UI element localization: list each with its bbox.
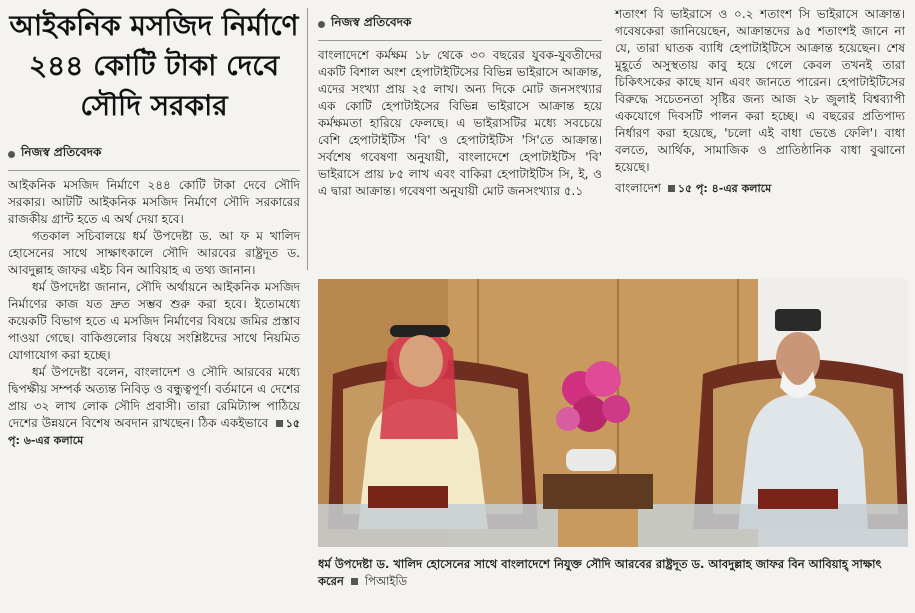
headline-line-3: সৌদি সরকার	[80, 89, 228, 122]
paragraph: শতাংশ বি ভাইরাসে ও ০.২ শতাংশ সি ভাইরাসে আক্রান্ত। গবেষকেরা জানিয়েছেন, আক্রান্তদের ৯৫ শতাংশই জানে না যে, তারা ঘাতক ব্যাধি হেপাটাইটিসে আক্রান্ত হয়েছেন। শেষ মুহূর্তে অসুস্থতায় কাবু হয়ে গেলে কেবল তখনই তারা চিকিৎসকের কাছে যান এবং জানতে পারেন। হেপাটাইটিসের বিরুদ্ধে সচেতনতা সৃষ্টির জন্য আজ ২৮ জুলাই বিশ্বব্যাপী একযোগে দিবসটি পালন করা হচ্ছে। এ বছরের প্রতিপাদ্য নির্ধারণ করা হয়েছে, 'চলো এই বাধা ভেঙে ফেলি'। বাধা বলতে, আর্থিক, সামাজিক ও প্রাতিষ্ঠানিক বাধা বুঝানো হয়েছে।	[615, 7, 905, 174]
meeting-photo-illustration	[318, 279, 908, 547]
jump-prefix: বাংলাদেশ	[615, 181, 661, 195]
continuation-note	[665, 182, 771, 195]
paragraph: আইকনিক মসজিদ নির্মাণে ২৪৪ কোটি টাকা দেবে সৌদি সরকার। আটটি আইকনিক মসজিদ নির্মাণে সৌদি সরকারের রাজকীয় গ্রান্ট হতে এ অর্থ দেয়া হবে।	[8, 178, 300, 226]
bullet-icon	[318, 21, 325, 28]
right-article	[615, 6, 905, 197]
byline	[8, 144, 300, 164]
jump-text: ১৫ পৃ: ৬-এর কলামে	[8, 417, 300, 447]
byline	[318, 14, 602, 34]
square-icon	[276, 420, 283, 427]
continuation-line	[615, 180, 905, 197]
paragraph	[8, 364, 300, 449]
column-divider	[307, 8, 308, 270]
photo-credit: পিআইডি	[364, 574, 408, 588]
byline-text: নিজস্ব প্রতিবেদক	[331, 15, 412, 29]
headline-line-2: ২৪৪ কোটি টাকা দেবে	[28, 49, 280, 82]
headline	[8, 6, 300, 126]
paragraph-text: ধর্ম উপদেষ্টা বলেন, বাংলাদেশ ও সৌদি আরবের মধ্যে দ্বিপক্ষীয় সম্পর্ক অত্যন্ত নিবিড় ও বন্ধুত্বপূর্ণ। বর্তমানে এ দেশের প্রায় ৩২ লাখ লোক সৌদি প্রবাসী। তারা রেমিট্যান্স পাঠিয়ে দেশের উন্নয়নে বিশেষ অবদান রাখছেন। ঠিক একইভাবে	[8, 365, 300, 430]
caption-text: ধর্ম উপদেষ্টা ড. খালিদ হোসেনের সাথে বাংলাদেশে নিযুক্ত সৌদি আরবের রাষ্ট্রদূত ড. আবদুল্লাহ জাফর বিন আবিয়াহ্ সাক্ষাৎ করেন	[318, 557, 882, 588]
paragraph: বাংলাদেশে কর্মক্ষম ১৮ থেকে ৩০ বছরের যুবক-যুবতীদের একটি বিশাল অংশ হেপাটাইটিসের বিভিন্ন ভাইরাসে আক্রান্ত, এদের সংখ্যা প্রায় ২৫ লাখ। অন্য দিকে মোট জনসংখ্যার এক কোটি হেপাটাইসের বিভিন্ন ভাইরাসে আক্রান্ত হয়ে কর্মক্ষমতা হারিয়ে ফেলছে। এ ভাইরাসটির মধ্যে সবচেয়ে বেশি হেপাটাইটিস 'বি' ও হেপাটাইটিস 'সি'তে আক্রান্ত। সর্বশেষ গবেষণা অনুযায়ী, বাংলাদেশে হেপাটাইটিস 'বি' ভাইরাসে প্রায় ৮৫ লাখ এবং বাকিরা হেপাটাইটিস সি, ই, ও এ দ্বারা আক্রান্ত। গবেষণা অনুযায়ী মোট জনসংখ্যার ৫.১	[318, 48, 602, 198]
square-icon	[668, 185, 675, 192]
article-body	[8, 170, 300, 449]
paragraph: গতকাল সচিবালয়ে ধর্ম উপদেষ্টা ড. আ ফ ম খালিদ হোসেনের সাথে সাক্ষাৎকালে সৌদি আরবের রাষ্ট্রদূত ড. আবদুল্লাহ জাফর এইচ বিন আবিয়াহ এ তথ্য জানান।	[8, 229, 300, 277]
headline-line-1: আইকনিক মসজিদ নির্মাণে	[9, 9, 299, 42]
bullet-icon	[8, 151, 15, 158]
left-article	[8, 0, 300, 449]
jump-text: ১৫ পৃ: ৪-এর কলামে	[677, 182, 772, 195]
middle-article	[318, 14, 602, 200]
byline-text: নিজস্ব প্রতিবেদক	[21, 145, 102, 159]
news-photo	[318, 279, 908, 547]
photo-caption	[318, 556, 910, 590]
square-icon	[351, 578, 358, 585]
article-body	[318, 40, 602, 200]
paragraph: ধর্ম উপদেষ্টা জানান, সৌদি অর্থায়নে আইকনিক মসজিদ নির্মাণের কাজ যত দ্রুত সম্ভব শুরু করা হবে। ইতোমধ্যে কয়েকটি বিভাগ হতে এ মসজিদ নির্মাণের বিষয়ে জমির প্রস্তাব পাওয়া গেছে। বাকিগুলোর বিষয়ে সংশ্লিষ্টদের সাথে নিয়মিত যোগাযোগ করা হচ্ছে।	[8, 280, 300, 362]
